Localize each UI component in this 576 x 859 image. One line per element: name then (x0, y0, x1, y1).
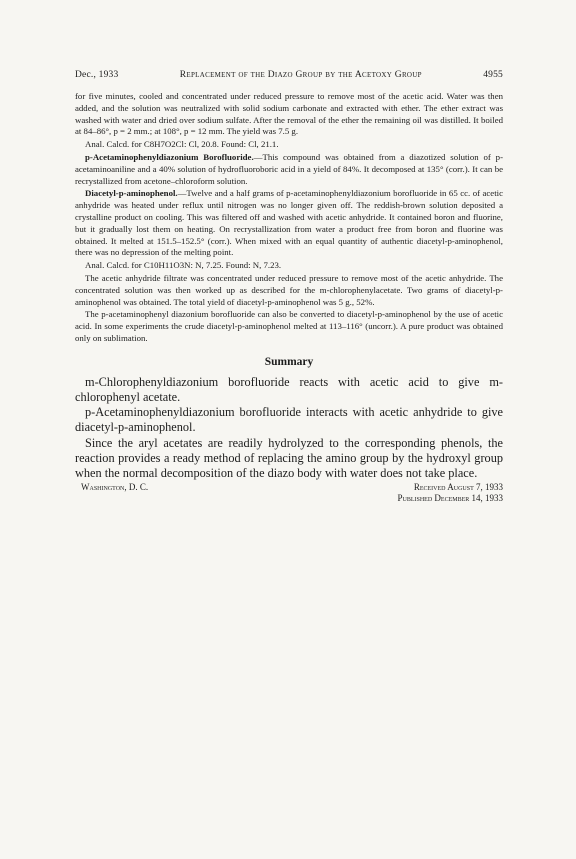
summary-heading: Summary (264, 355, 314, 368)
summary-point-1: m-Chlorophenyldiazonium borofluoride reacts with acetic acid to give m-chlorophenyl acetate. (75, 374, 503, 404)
author-location: Washington, D. C. (81, 482, 149, 493)
running-header (75, 70, 503, 80)
paragraph-borofluoride (75, 152, 503, 187)
paragraph-diacetyl-body: —Twelve and a half grams of p-acetaminophenyldiazonium borofluoride in 65 cc. of acetic anhydride was heated under reflux until nitrogen was no longer given off. The reddish-brown solution deposited a crystalline product on cooling. This was filtered off and washed with acetic anhydride. It contained boron and fluorine, but it gradually lost them on heating. On recrystallization from water a product free from boron and fluorine was obtained. It melted at 151.5–152.5° (corr.). When mixed with an equal quantity of authentic diacetyl-p-aminophenol, there was no depression of the melting point. (75, 188, 503, 258)
date-stamps (397, 482, 503, 504)
header-date: Dec., 1933 (75, 70, 119, 80)
paragraph-borofluoride-body: —This compound was obtained from a diazotized solution of p-acetaminoaniline and a 40% solution of hydrofluoroboric acid in a yield of 84%. It decomposed at 135° (corr.). It can be recrystallized from acetone–chloroform solution. (75, 151, 504, 186)
run-in-heading-borofluoride: p-Acetaminophenyldiazonium Borofluoride. (85, 151, 254, 162)
paragraph-distillation: for five minutes, cooled and concentrated under reduced pressure to remove most of the acetic acid. Water was then added, and the solution was neutralized with solid sodium carbonate and extracted with ether. The ether extract was washed with water and dried over sodium sulfate. After the removal of the ether the remaining oil was distilled. It boiled at 84–86°, p = 2 mm.; at 108°, p = 12 mm. The yield was 7.5 g. (75, 91, 503, 137)
received-date: Received August 7, 1933 (413, 482, 503, 493)
header-page-number: 4955 (483, 70, 503, 80)
signature-block (75, 482, 503, 504)
analysis-nitrogen: Anal. Calcd. for C10H11O3N: N, 7.25. Found: N, 7.23. (85, 260, 282, 271)
run-in-heading-diacetyl: Diacetyl-p-aminophenol. (85, 188, 178, 199)
summary-point-2: p-Acetaminophenyldiazonium borofluoride interacts with acetic anhydride to give diacetyl-p-aminophenol. (75, 405, 503, 435)
summary-point-3: Since the aryl acetates are readily hydrolyzed to the corresponding phenols, the reaction provides a ready method of replacing the amino group by the hydroxyl group when the normal decomposition of the diazo body with water does not take place. (75, 435, 503, 480)
paragraph-filtrate: The acetic anhydride filtrate was concentrated under reduced pressure to remove most of the acetic anhydride. The concentrated solution was then worked up as described for the m-chlorophenylacetate. Two grams of diacetyl-p-aminophenol was obtained. The total yield of diacetyl-p-aminophenol was 5 g., 52%. (75, 272, 503, 307)
published-date: Published December 14, 1933 (397, 493, 503, 504)
header-title: Replacement of the Diazo Group by the Acetoxy Group (179, 70, 422, 80)
journal-page (75, 70, 503, 504)
analysis-chloro: Anal. Calcd. for C8H7O2Cl: Cl, 20.8. Found: Cl, 21.1. (85, 139, 279, 150)
paragraph-acetic-acid: The p-acetaminophenyl diazonium borofluoride can also be converted to diacetyl-p-aminophenol by the use of acetic acid. In some experiments the crude diacetyl-p-aminophenol melted at 113–116° (uncorr.). A pure product was obtained only on sublimation. (75, 309, 503, 343)
paragraph-diacetyl (75, 188, 503, 259)
